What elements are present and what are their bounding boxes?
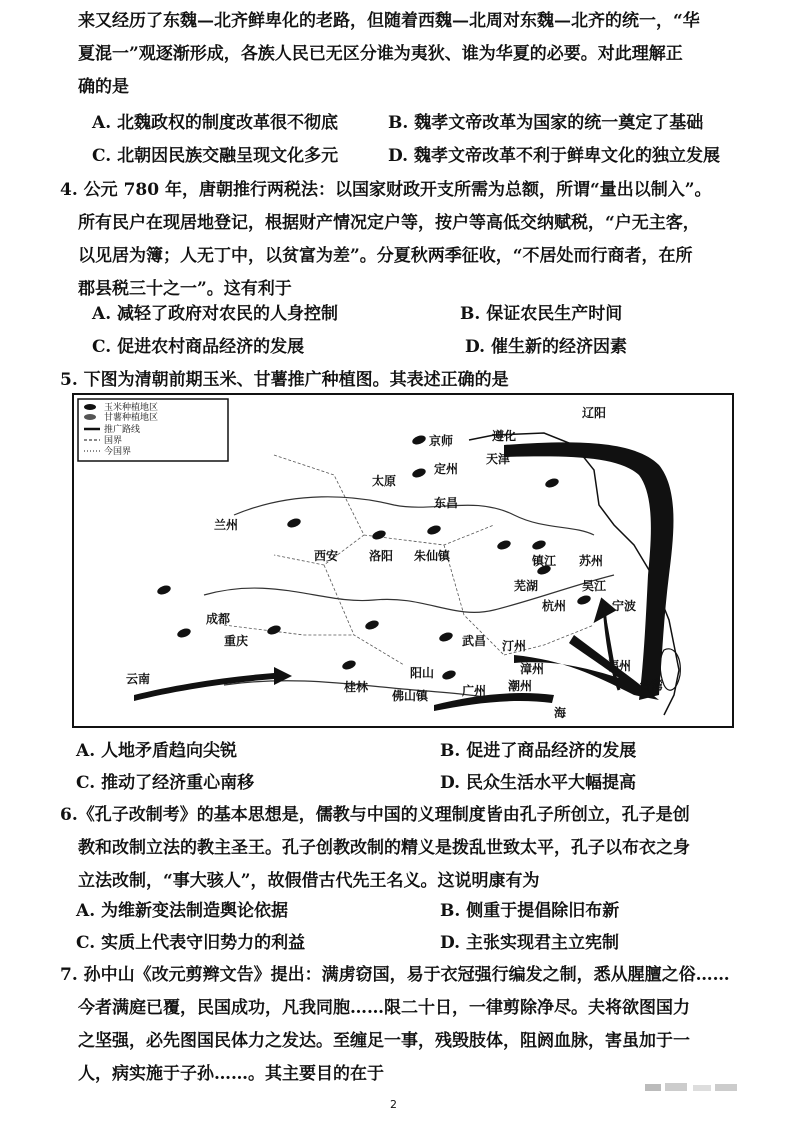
legend-sweetpotato: 甘薯种植地区 bbox=[104, 413, 159, 423]
place-hangzhou: 杭州 bbox=[542, 599, 567, 613]
place-suzhou: 苏州 bbox=[579, 554, 604, 568]
q7-line-1: 7. 孙中山《改元剪辫文告》提出：满虏窃国，易于衣冠强行编发之制，悉从腥膻之俗…… bbox=[60, 965, 730, 985]
q4-line-2: 所有民户在现居地登记，根据财产情况定户等，按户等高低交纳赋税，“户无主客， bbox=[78, 213, 700, 233]
q7-line-2: 今者满庭已覆，民国成功，凡我同胞……限二十日，一律剪除净尽。夫将欲图国力 bbox=[78, 998, 690, 1018]
q6-line-2: 教和改制立法的教主圣王。孔子创教改制的精义是拨乱世致太平，孔子以布衣之身 bbox=[78, 838, 690, 858]
river-yellow bbox=[234, 497, 594, 535]
place-fuzhou: 福州 bbox=[607, 659, 632, 673]
q6-option-c: C. 实质上代表守旧势力的利益 bbox=[76, 933, 306, 953]
place-taiyuan: 太原 bbox=[372, 474, 397, 488]
place-wuhu: 芜湖 bbox=[514, 579, 539, 593]
place-yangshan: 阳山 bbox=[410, 666, 435, 680]
legend-corn-swatch bbox=[84, 404, 96, 410]
place-guangzhou: 广州 bbox=[462, 684, 487, 698]
q6-option-a: A. 为维新变法制造舆论依据 bbox=[76, 901, 289, 921]
place-lanzhou: 兰州 bbox=[214, 518, 239, 532]
q3-option-d: D. 魏孝文帝改革不利于鲜卑文化的独立发展 bbox=[388, 146, 720, 166]
legend-sweetpotato-swatch bbox=[84, 414, 96, 420]
q5-option-d: D. 民众生活水平大幅提高 bbox=[440, 773, 636, 793]
place-chaozhou: 潮州 bbox=[508, 679, 533, 693]
q5-option-c: C. 推动了经济重心南移 bbox=[76, 773, 255, 793]
place-foshanzhen: 佛山镇 bbox=[392, 689, 429, 703]
place-dingzhou: 定州 bbox=[434, 462, 459, 476]
watermark-smudge bbox=[645, 1080, 740, 1094]
q5-line-1: 5. 下图为清朝前期玉米、甘薯推广种植图。其表述正确的是 bbox=[60, 370, 509, 390]
q3-line-3: 确的是 bbox=[78, 77, 129, 97]
q4-line-3: 以见居为簿；人无丁中，以贫富为差”。分夏秋两季征收，“不居处而行商者，在所 bbox=[78, 246, 693, 266]
q5-option-a: A. 人地矛盾趋向尖锐 bbox=[76, 741, 238, 761]
place-luoyang: 洛阳 bbox=[369, 549, 394, 563]
q4-option-b: B. 保证农民生产时间 bbox=[460, 304, 623, 324]
page-number: 2 bbox=[390, 1098, 397, 1111]
map-svg bbox=[74, 395, 732, 726]
q4-option-c: C. 促进农村商品经济的发展 bbox=[92, 337, 305, 357]
place-zhuxianzhen: 朱仙镇 bbox=[414, 549, 451, 563]
place-jingshi: 京师 bbox=[429, 434, 454, 448]
place-dongchang: 东昌 bbox=[434, 496, 459, 510]
place-wujiang: 吴江 bbox=[582, 579, 607, 593]
q3-option-c: C. 北朝因民族交融呈现文化多元 bbox=[92, 146, 339, 166]
place-guilin: 桂林 bbox=[344, 680, 369, 694]
q6-option-d: D. 主张实现君主立宪制 bbox=[440, 933, 619, 953]
map-figure bbox=[72, 393, 734, 728]
place-taiwan: 台湾 bbox=[639, 678, 664, 692]
place-chengdu: 成都 bbox=[206, 612, 231, 626]
place-zunhua: 遵化 bbox=[492, 429, 517, 443]
place-tingzhou: 汀州 bbox=[502, 639, 527, 653]
q3-line-1: 来又经历了东魏—北齐鲜卑化的老路，但随着西魏—北周对东魏—北齐的统一，“华 bbox=[78, 11, 700, 31]
q4-line-1: 4. 公元 780 年，唐朝推行两税法：以国家财政开支所需为总额，所谓“量出以制入”。 bbox=[60, 180, 712, 200]
place-zhenjiang: 镇江 bbox=[532, 554, 557, 568]
map-legend bbox=[78, 399, 228, 461]
q3-line-2: 夏混一”观逐渐形成，各族人民已无区分谁为夷狄、谁为华夏的必要。对此理解正 bbox=[78, 44, 683, 64]
legend-route: 推广路线 bbox=[104, 425, 141, 435]
q6-line-3: 立法改制，“事大骇人”，故假借古代先王名义。这说明康有为 bbox=[78, 871, 540, 891]
place-chongqing: 重庆 bbox=[224, 634, 249, 648]
place-tianjin: 天津 bbox=[486, 452, 511, 466]
place-sea: 海 bbox=[554, 706, 567, 720]
q4-option-d: D. 催生新的经济因素 bbox=[465, 337, 627, 357]
q6-line-1: 6.《孔子改制考》的基本思想是，儒教与中国的义理制度皆由孔子所创立，孔子是创 bbox=[60, 805, 690, 825]
place-wuchang: 武昌 bbox=[462, 634, 487, 648]
route-guangzhou bbox=[434, 693, 554, 711]
q3-option-b: B. 魏孝文帝改革为国家的统一奠定了基础 bbox=[388, 113, 704, 133]
place-liaoyang: 辽阳 bbox=[582, 406, 607, 420]
place-ningbo: 宁波 bbox=[612, 599, 637, 613]
legend-border: 国界 bbox=[104, 436, 123, 446]
taiwan-outline bbox=[660, 649, 680, 690]
place-yunnan: 云南 bbox=[126, 672, 151, 686]
q7-line-3: 之坚强，必先图国民体力之发达。至缠足一事，残毁肢体，阻阏血脉，害虽加于一 bbox=[78, 1031, 690, 1051]
legend-modern-border: 今国界 bbox=[104, 447, 132, 457]
q4-option-a: A. 减轻了政府对农民的人身控制 bbox=[92, 304, 339, 324]
q4-line-4: 郡县税三十之一”。这有利于 bbox=[78, 279, 292, 299]
q5-option-b: B. 促进了商品经济的发展 bbox=[440, 741, 637, 761]
q6-option-b: B. 侧重于提倡除旧布新 bbox=[440, 901, 620, 921]
place-zhangzhou: 漳州 bbox=[520, 662, 545, 676]
q3-option-a: A. 北魏政权的制度改革很不彻底 bbox=[92, 113, 339, 133]
legend-corn: 玉米种植地区 bbox=[104, 403, 159, 413]
route-yunnan bbox=[134, 667, 292, 701]
q7-line-4: 人，病实施于子孙……。其主要目的在于 bbox=[78, 1064, 384, 1084]
place-xian: 西安 bbox=[314, 549, 339, 563]
